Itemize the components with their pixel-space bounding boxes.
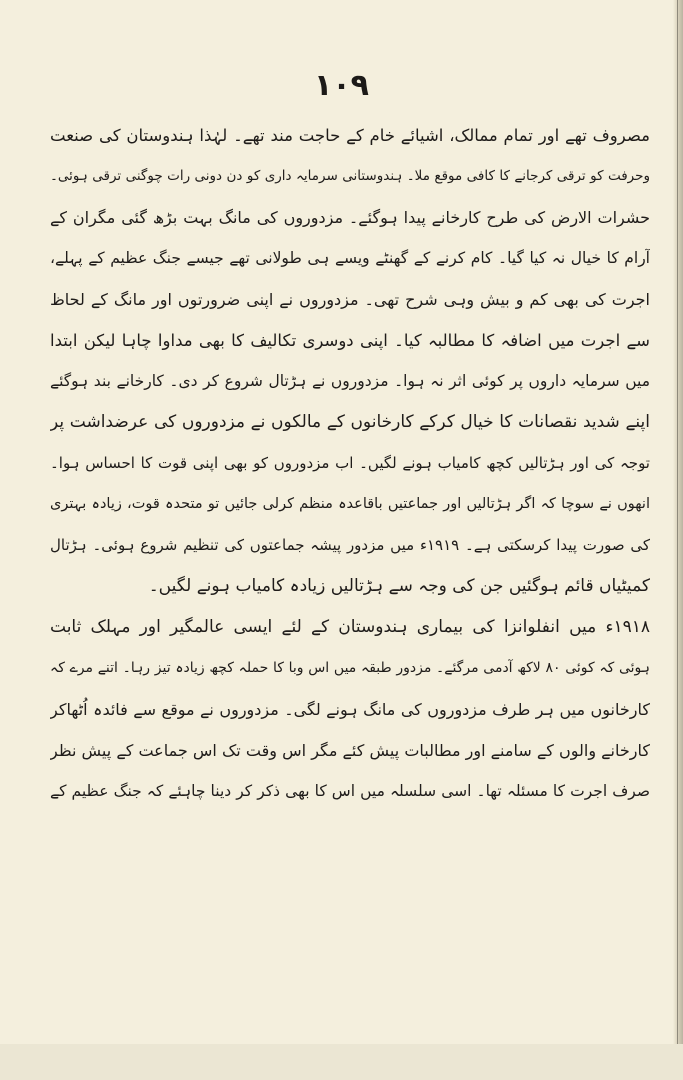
text-line: کارخانے والوں کے سامنے اور مطالبات پیش کئے مگر اس وقت تک اس جماعت کے پیش نظر — [50, 741, 650, 760]
page-bottom-margin — [0, 1044, 683, 1080]
text-line: مصروف تھے اور تمام ممالک، اشیائے خام کے حاجت مند تھے۔ لہٰذا ہندوستان کی صنعت — [50, 126, 650, 145]
text-line: اپنے شدید نقصانات کا خیال کرکے کارخانوں کے مالکوں نے مزدوروں کی عرضداشت پر — [50, 412, 650, 432]
page-edge-line — [677, 0, 678, 1080]
text-line: صرف اجرت کا مسئلہ تھا۔ اسی سلسلہ میں اس کا بھی ذکر کر دینا چاہئے کہ جنگ عظیم کے — [50, 782, 650, 800]
page-edge-shadow — [673, 0, 683, 1080]
text-line: میں سرمایہ داروں پر کوئی اثر نہ ہوا۔ مزدوروں نے ہڑتال شروع کر دی۔ کارخانے بند ہوگئے — [50, 372, 650, 390]
text-line: آرام کا خیال نہ کیا گیا۔ کام کرنے کے گھنٹے ویسے ہی طولانی تھے جیسے جنگ عظیم کے پہلے، — [50, 249, 650, 267]
text-line: انھوں نے سوچا کہ اگر ہڑتالیں اور جماعتیں باقاعدہ منظم کرلی جائیں تو متحدہ قوت، زیادہ بہتری — [50, 496, 650, 512]
text-line: کی صورت پیدا کرسکتی ہے۔ ۱۹۱۹ء میں مزدور پیشہ جماعتوں کی تنظیم شروع ہوئی۔ ہڑتال — [50, 536, 650, 554]
text-line: سے اجرت میں اضافہ کا مطالبہ کیا۔ اپنی دوسری تکالیف کا بھی مداوا چاہا لیکن ابتدا — [50, 331, 650, 350]
text-line: ہوئی کہ کوئی ۸۰ لاکھ آدمی مرگئے۔ مزدور طبقہ میں اس وبا کا حملہ کچھ زیادہ تیز رہا۔ اتنے مرے کہ — [50, 660, 650, 676]
text-line: توجہ کی اور ہڑتالیں کچھ کامیاب ہونے لگیں۔ اب مزدوروں کو بھی اپنی قوت کا احساس ہوا۔ — [50, 454, 650, 472]
text-line: حشرات الارض کی طرح کارخانے پیدا ہوگئے۔ مزدوروں کی مانگ بہت بڑھ گئی مگران کے — [50, 208, 650, 227]
page-number: ۱۰۹ — [314, 68, 369, 103]
text-line: اجرت کی بھی کم و بیش وہی شرح تھی۔ مزدوروں نے اپنی ضرورتوں اور مانگ کے لحاظ — [50, 290, 650, 309]
text-line-paragraph-end: کمیٹیاں قائم ہوگئیں جن کی وجہ سے ہڑتالیں زیادہ کامیاب ہونے لگیں۔ — [148, 576, 650, 596]
text-line: ۱۹۱۸ء میں انفلوانزا کی بیماری ہندوستان کے لئے ایسی عالمگیر اور مہلک ثابت — [50, 617, 650, 637]
text-line: وحرفت کو ترقی کرجانے کا کافی موقع ملا۔ ہندوستانی سرمایہ داری کو دن دونی رات چوگنی ترقی ہوئی۔ — [50, 168, 650, 184]
text-line: کارخانوں میں ہر طرف مزدوروں کی مانگ ہونے لگی۔ مزدوروں نے موقع سے فائدہ اُٹھاکر — [50, 700, 650, 719]
body-text — [50, 115, 650, 812]
